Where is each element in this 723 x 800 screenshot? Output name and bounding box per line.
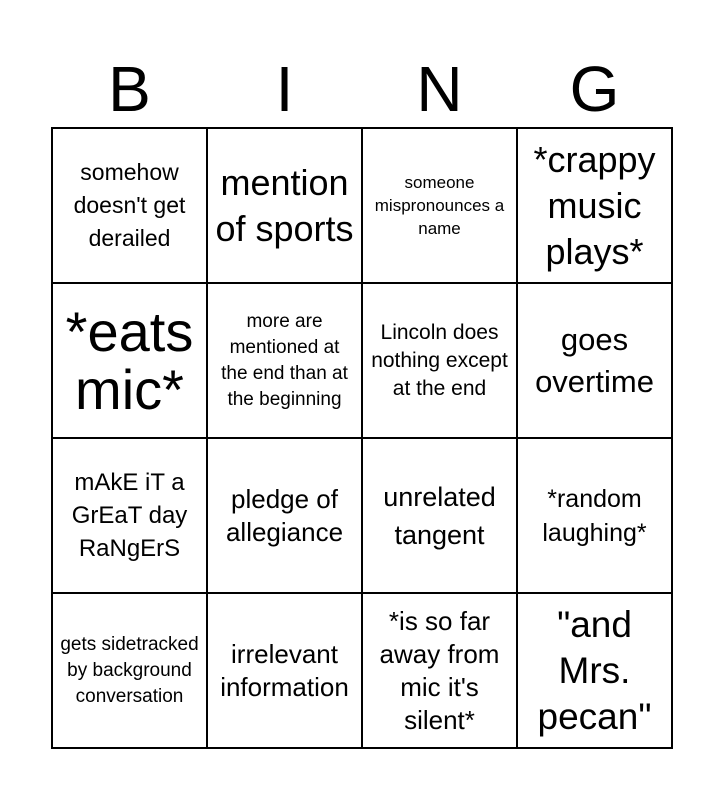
bingo-board xyxy=(51,127,673,749)
cell-text: irrelevant information xyxy=(220,638,349,702)
cell-text: gets sidetracked by background conversation xyxy=(60,633,199,707)
bingo-header xyxy=(52,50,672,128)
bingo-cell[interactable] xyxy=(518,439,673,594)
header-letter-g: G xyxy=(569,53,620,125)
cell-text: *random laughing* xyxy=(542,484,647,547)
header-letter-i: I xyxy=(275,53,294,125)
cell-text: *is so far away from mic it's silent* xyxy=(379,605,500,735)
cell-text: "and Mrs. pecan" xyxy=(537,603,652,737)
cell-text: mention of sports xyxy=(215,161,354,249)
bingo-cell[interactable] xyxy=(208,439,363,594)
cell-text: *eats mic* xyxy=(65,299,194,421)
cell-text: unrelated tangent xyxy=(383,481,496,550)
bingo-cell[interactable] xyxy=(208,129,363,284)
bingo-cell[interactable] xyxy=(518,284,673,439)
bingo-cell[interactable] xyxy=(53,439,208,594)
bingo-cell[interactable] xyxy=(53,284,208,439)
cell-text: mAkE iT a GrEaT day RaNgErS xyxy=(71,469,188,562)
cell-text: pledge of allegiance xyxy=(225,483,344,547)
bingo-cell[interactable] xyxy=(518,594,673,749)
cell-text: someone mispronounces a name xyxy=(374,173,505,238)
cell-text: *crappy music plays* xyxy=(533,138,656,272)
bingo-cell[interactable] xyxy=(363,129,518,284)
bingo-cell[interactable] xyxy=(208,594,363,749)
bingo-cell[interactable] xyxy=(363,439,518,594)
bingo-cell[interactable] xyxy=(53,594,208,749)
bingo-cell[interactable] xyxy=(363,284,518,439)
header-letter-b: B xyxy=(108,53,151,125)
bingo-cell[interactable] xyxy=(208,284,363,439)
bingo-cell[interactable] xyxy=(53,129,208,284)
cell-text: goes overtime xyxy=(535,321,654,399)
cell-text: Lincoln does nothing except at the end xyxy=(371,320,508,400)
header-letter-n: N xyxy=(416,53,463,125)
bingo-cell[interactable] xyxy=(518,129,673,284)
cell-text: somehow doesn't get derailed xyxy=(73,159,186,251)
cell-text: more are mentioned at the end than at the beginning xyxy=(221,310,348,410)
bingo-cell[interactable] xyxy=(363,594,518,749)
